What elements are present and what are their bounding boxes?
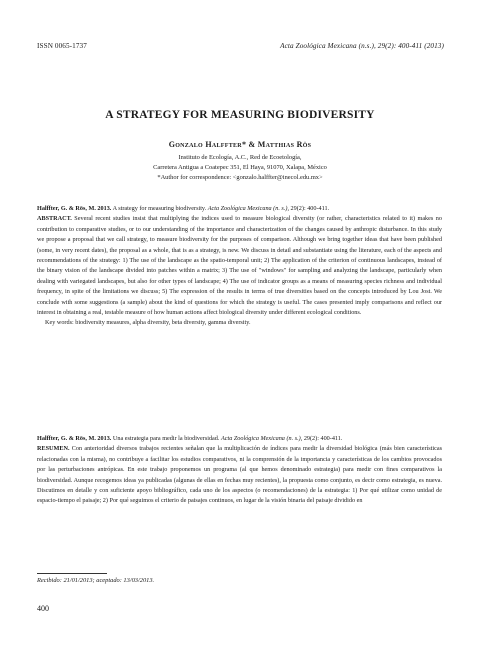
affiliation-line-2: Carretera Antigua a Coatepec 351, El Haya, 91070, Xalapa, México: [153, 164, 327, 171]
english-citation: [37, 204, 442, 214]
keywords: Key words: biodiversity measures, alpha diversity, beta diversity, gamma diversity.: [45, 319, 251, 327]
english-abstract: [37, 214, 442, 318]
spanish-abstract: [37, 444, 442, 506]
abstract-label: ABSTRACT.: [37, 215, 72, 223]
authors: Gonzalo Halffter* & Matthias Rös: [168, 140, 312, 149]
journal-header: Acta Zoológica Mexicana (n.s.), 29(2): 400-411 (2013): [280, 42, 444, 50]
citation-authors: Halffter, G. & Rös, M. 2013.: [37, 205, 112, 212]
abstract-text: Several recent studies insist that multiplying the indices used to measure biological diversity (or rather, characteristics related to it) makes no contribution to comparative studies, or to our understanding of the importance and characterization of the changes caused by anthropic disturbance. In this study we propose a proposal that we call strategy, to measure biodiversity for the purposes of comparison. Although we bring together ideas that have been published (some, in very recent dates), the proposal as a whole, that is as a strategy, is new. We discuss in detail and substantiate using the literature, each of the aspects and recommendations of the strategy: 1) The use of the landscape as the spatio-temporal unit; 2) The application of the criterion of continuous landscapes, instead of the binary vision of the landscape divided into patches within a matrix; 3) The use of "windows" for sampling and analyzing the landscape, particularly when dealing with variegated landscapes, but also for other types of landscape; 4) The use of indicator groups as a means of measuring species richness and individual frequency, in spite of the limitations we discuss; 5) The expression of the results in terms of true diversities based on the concepts introduced by Lou Jost. We conclude with some suggestions (a sample) about the kind of questions for which the strategy is useful. The cases presented imply comparisons and reflect our interest in obtaining a real, testable measure of how human actions affect biological diversity under different ecological conditions.: [37, 215, 442, 317]
page-number: 400: [37, 604, 49, 613]
english-abstract-block: [37, 204, 442, 329]
citation-journal: Acta Zoológica Mexicana (n. s.),: [220, 435, 303, 442]
spanish-citation: [37, 434, 442, 444]
citation-volume: 29(2): 400-411.: [290, 205, 330, 212]
spanish-abstract-block: [37, 434, 442, 507]
resumen-label: RESUMEN.: [37, 445, 70, 453]
citation-title: A strategy for measuring biodiversity.: [111, 205, 208, 212]
footnote-rule: [37, 573, 107, 574]
footnote-dates: Recibido: 21/01/2013; aceptado: 13/03/2013.: [37, 577, 155, 584]
citation-journal: Acta Zoológica Mexicana (n. s.),: [207, 205, 289, 212]
citation-authors: Halffter, G. & Rös, M. 2013.: [37, 435, 112, 442]
paper-title: A STRATEGY FOR MEASURING BIODIVERSITY: [105, 109, 375, 121]
resumen-text: Con anterioridad diversos trabajos recientes señalan que la multiplicación de índices para medir la diversidad biológica (más bien características relacionadas con la misma), no contribuye a facilitar los estudios comparativos, ni la comprensión de la importancia y características de los cambios provocados por las perturbaciones antrópicas. En este trabajo proponemos un programa (al que hemos denominado estrategia) para medir con fines comparativos la biodiversidad. Aunque recogemos ideas ya publicadas (algunas de ellas en fechas muy recientes), la propuesta como conjunto, es decir como estrategia, es nueva. Discutimos en detalle y con suficiente apoyo bibliográfico, cada uno de los aspectos (o recomendaciones) de la estrategia: 1) Por qué utilizar como unidad de espacio-tiempo el paisaje; 2) Por qué seguimos el criterio de paisajes continuos, en lugar de la visión binaria del paisaje dividido en: [37, 445, 442, 505]
issn: ISSN 0065-1737: [37, 42, 87, 50]
affiliation-line-1: Instituto de Ecología, A.C., Red de Ecoetología,: [178, 154, 302, 161]
citation-volume: 29(2): 400-411.: [303, 435, 343, 442]
affiliation-email: *Author for correspondence: <gonzalo.halffter@inecol.edu.mx>: [157, 174, 323, 181]
citation-title: Una estrategia para medir la biodiversidad.: [111, 435, 221, 442]
